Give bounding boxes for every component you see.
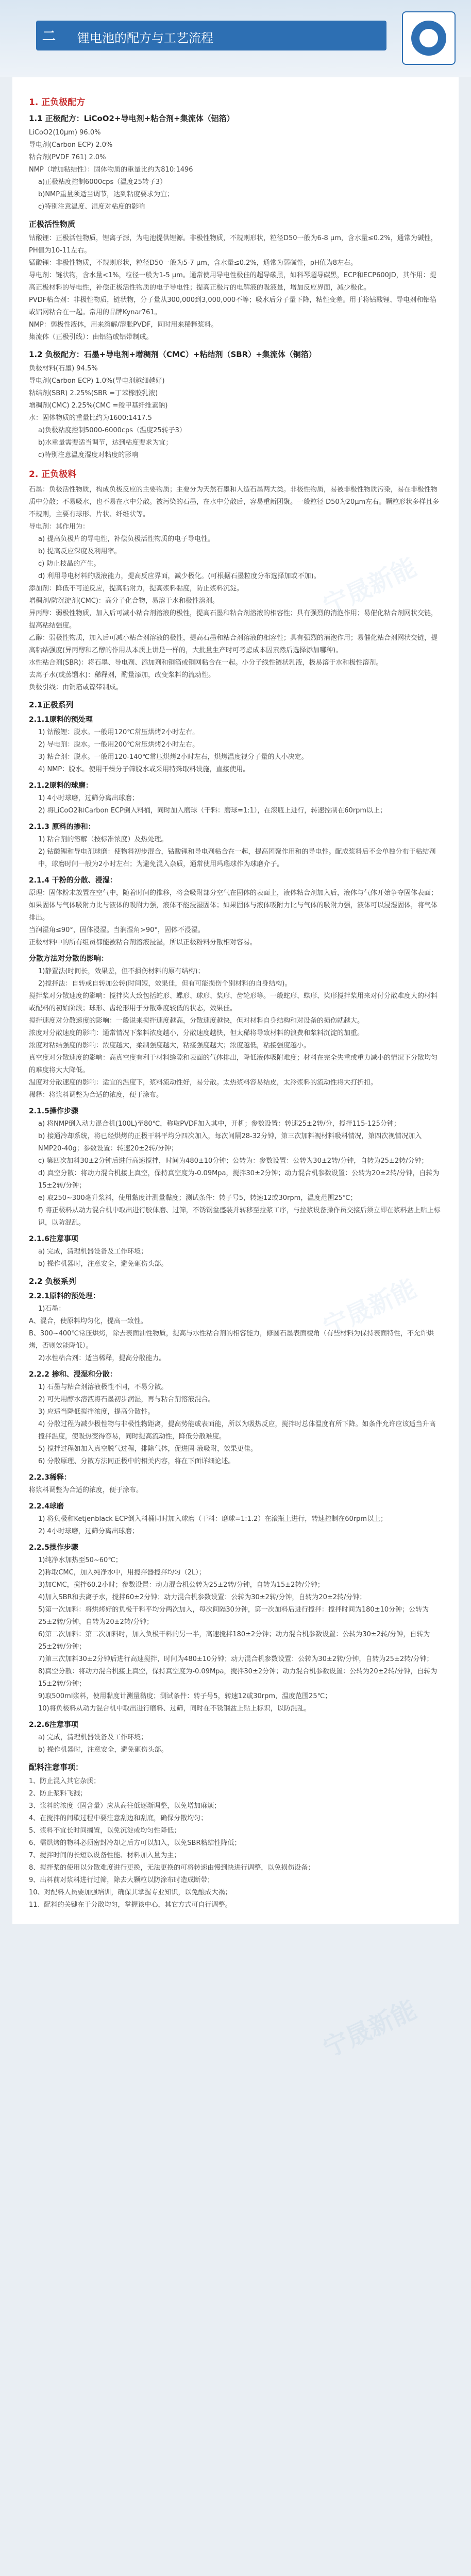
paragraph: 浓度对分散速度的影响：通常情况下浆料浓度越小，分散速度越快，但太稀将导致材料的浪费和浆料沉淀的加重。 — [29, 1029, 364, 1037]
paragraph: 水：固体物质的重量比约为1600:1417.5 — [29, 414, 152, 422]
paragraph: 去离子水(或蒸馏水)：稀释剂，酌量添加，改变浆料的流动性。 — [29, 671, 215, 679]
paragraph: 导电剂(Carbon ECP) 1.0%(导电剂越细越好) — [29, 377, 165, 385]
paragraph: 3) 粘合剂：脱水。一般用120-140℃常压烘烤2小时左右，烘烤温度视分子量的大小决定。 — [38, 753, 308, 761]
paragraph: 1)石墨： — [38, 1305, 65, 1313]
paragraph: b)水重量需要适当调节，达到粘度要求为宜； — [38, 439, 173, 447]
paragraph: 真空度对分散速度的影响：高真空度有利于材料缝隙和表面的气体排出，降低液体吸附难度；材料在完全失重或重力减小的情况下分散均匀的难度将大大降低。 — [29, 1054, 438, 1074]
subsection-heading: 配料注意事项： — [29, 1762, 83, 1772]
paragraph: 6)第二次加料：第二次加料时，加入负极干料的另一半，高速搅拌180±2分钟；动力混合机参数设置：公转为30±2转/分钟，自转为25±2转/分钟； — [38, 1631, 430, 1651]
paragraph: 原理：固体粉末放置在空气中，随着时间的推移，将会吸附部分空气在固体的表面上，液体粘合剂加入后，液体与气体开始争夺固体表面；如果固体与气体吸附力比与液体的吸附力强，液体不能浸湿固体；如果固体与液体吸附力比与气体的吸附力强，液体可以浸湿固体，将气体排出。 — [29, 889, 438, 922]
paragraph: 4) 分散过程为减少极性物与非极性物距离，提高势能或表面能，所以为吸热反应，搅拌时总体温度有所下降。如条件允许应该适当升高搅拌温度，使吸热变得容易，同时提高流动性，降低分散难度。 — [38, 1420, 436, 1440]
step-heading: 分散方法对分散的影响： — [29, 955, 108, 963]
article-body — [12, 77, 459, 1924]
paragraph: 负极引线：由铜箔或镍带制成。 — [29, 684, 123, 691]
paragraph: 2) 钴酸锂和导电剂球磨：使物料初步混合，钴酸锂和导电剂粘合在一起，提高团聚作用和的导电性。配成浆料后不会单独分布于粘结剂中，球磨时间一般为2小时左右；为避免混入杂质，通常使用玛瑙球作为球磨介子。 — [38, 848, 436, 868]
paragraph: a) 完成，清理机器设备及工作环境； — [38, 1734, 148, 1741]
paragraph: 5) 搅拌过程如加入真空脱气过程，排除气体，促进固-液吸附，效果更佳。 — [38, 1445, 258, 1453]
step-heading: 2.2.1原料的预处理： — [29, 1292, 100, 1300]
paragraph: a) 提高负极片的导电性，补偿负极活性物质的电子导电性。 — [38, 535, 215, 543]
paragraph: 稀释：将浆料调整为合适的浓度，便于涂布。 — [29, 1091, 163, 1099]
paragraph: 1) 粘合剂的溶解（按标准浓度）及热处理。 — [38, 836, 168, 843]
paragraph: f) 将正极料从动力混合机中取出进行胶体磨、过筛，不锈钢盆盛装并转移至拉浆工序，与拉浆设备操作员交接后须立即在浆料盆上贴上标识，以防混乱。 — [38, 1207, 441, 1227]
paragraph: 添加剂：降低不可逆反应，提高粘附力，提高浆料黏度，防止浆料沉淀。 — [29, 585, 244, 592]
paragraph: 4)加入SBR和去离子水，搅拌60±2分钟；动力混合机参数设置：公转为30±2转/分钟，自转为20±2转/分钟； — [38, 1594, 366, 1601]
paragraph: 负极材料(石墨) 94.5% — [29, 365, 98, 372]
paragraph: 2)称取CMC，加入纯净水中，用搅拌器搅拌均匀（2L）； — [38, 1569, 206, 1577]
step-heading: 2.1.4 干粉的分散、浸湿： — [29, 876, 117, 885]
paragraph: 2) 可先用醇水溶液将石墨初步润湿，再与粘合剂溶液混合。 — [38, 1396, 215, 1403]
paragraph: 增稠剂/防沉淀剂(CMC)：高分子化合物，易溶于水和极性溶剂。 — [29, 597, 219, 605]
paragraph: 增稠剂(CMC) 2.25%(CMC =羧甲基纤维素钠) — [29, 402, 168, 410]
paragraph: 5、浆料不宜长时间搁置，以免沉淀或均匀性降低； — [29, 1827, 181, 1835]
section-heading: 1. 正负极配方 — [29, 97, 86, 108]
paragraph: 5)第一次加料：将烘烤好的负极干料平均分两次加入，每次间隔30分钟，第一次加料后进行搅拌：搅拌时间为180±10分钟；公转为25±2转/分钟，自转为20±2转/分钟； — [38, 1606, 429, 1626]
subsection-heading: 2.1正极系列 — [29, 700, 74, 709]
paragraph: 9、出料前对浆料进行过筛，除去大颗粒以防涂布时造成断带； — [29, 1876, 214, 1884]
paragraph: d) 真空分散：将动力混合机接上真空，保持真空度为-0.09Mpa，搅拌30±2分钟；动力混合机参数设置：公转为20±2转/分钟，自转为15±2转/分钟； — [38, 1170, 440, 1190]
paragraph: 粘合剂(PVDF 761) 2.0% — [29, 154, 106, 161]
paragraph: 导电剂：链状物，含水量<1%，粒径一般为1-5 μm。通常使用导电性极佳的超导碳黑，如科琴超导碳黑，ECP和ECP600JD，其作用：提高正极材料的导电性，补偿正极活性物质的电子导电性；提高正极片的电解液的吸液量，增加反应界面，减少极化。 — [29, 272, 436, 292]
paragraph: 钴酸锂：正极活性物质，锂离子源，为电池提供锂源。非极性物质，不规则形状，粒径D50一般为6-8 μm，含水量≤0.2%，通常为碱性，PH值为10-11左右。 — [29, 234, 438, 255]
paragraph: 集流体（正极引线）：由铝箔或铝带制成。 — [29, 333, 153, 341]
paragraph: NMP（增加粘结性）：固体物质的重量比约为810:1496 — [29, 166, 193, 174]
paragraph: 1) 将负极和Ketjenblack ECP倒入料桶同时加入球磨（干料：磨球=1:1.2）在滚瓶上进行，转速控制在60rpm以上； — [38, 1515, 388, 1523]
paragraph: 4、在搅拌的间歇过程中要注意刮边和刮底，确保分散均匀； — [29, 1815, 208, 1822]
paragraph: 6) 分散原理、分散方法同正极中的相关内容，将在下面详细论述。 — [38, 1458, 235, 1465]
paragraph: 导电剂(Carbon ECP) 2.0% — [29, 141, 113, 149]
paragraph: 1) 石墨与粘合剂溶液极性不同，不易分散。 — [38, 1383, 168, 1391]
paragraph: 3)加CMC，搅拌60.2小时；参数设置：动力混合机公转为25±2转/分钟，自转为15±2转/分钟； — [38, 1581, 324, 1589]
paragraph: c)特别注意温度湿度对粘度的影响 — [38, 451, 139, 459]
step-heading: 2.2.2 掺和、浸湿和分散： — [29, 1370, 117, 1379]
paragraph: 2) 将LiCoO2和Carbon ECP倒入料桶，同时加入磨球（干料：磨球=1:1），在滚瓶上进行，转速控制在60rpm以上； — [38, 807, 387, 815]
paragraph: c)特别注意温度、湿度对粘度的影响 — [38, 203, 145, 211]
section-number: 二 — [42, 29, 56, 44]
paragraph: 搅拌桨对分散速度的影响：搅拌桨大致包括蛇形、蝶形、球形、桨形、齿轮形等。一般蛇形、蝶形、桨形搅拌桨用来对付分散难度大的材料或配料的初始阶段；球形、齿轮形用于分散难度较低的状态，效果佳。 — [29, 992, 438, 1012]
step-heading: 2.1.6注意事项 — [29, 1235, 78, 1243]
step-heading: 2.1.5操作步骤 — [29, 1107, 78, 1115]
paragraph: 8)真空分散：将动力混合机接上真空，保持真空度为-0.09Mpa，搅拌30±2分钟；动力混合机参数设置：公转为20±2转/分钟，自转为15±2转/分钟； — [38, 1668, 438, 1688]
paragraph: 8、搅拌桨的使用以分散难度进行更换，无法更换的可将转速由慢到快进行调整，以免损伤设备； — [29, 1864, 315, 1872]
paragraph: 正极材料中的所有组员都能被粘合剂溶液浸湿，所以正极粉料分散相对容易。 — [29, 939, 257, 946]
step-heading: 2.2.3稀释： — [29, 1473, 71, 1482]
step-heading: 2.2.6注意事项 — [29, 1721, 78, 1729]
paragraph: LiCoO2(10μm) 96.0% — [29, 129, 101, 137]
paragraph: 2) 4小时球磨，过筛分离出球磨； — [38, 1528, 139, 1535]
paragraph: 乙醇：弱极性物质，加入后可减小粘合剂溶液的极性，提高石墨和粘合剂溶液的相容性；具有强烈的消泡作用；易催化粘合剂网状交链，提高粘结强度(异丙醇和乙醇的作用从本质上讲是一样的，大批量生产时可考虑成本因素然后选择添加哪种)。 — [29, 634, 438, 654]
paragraph: 异丙醇：弱极性物质，加入后可减小粘合剂溶液的极性，提高石墨和粘合剂溶液的相容性；具有强烈的消泡作用；易催化粘合剂网状交链，提高粘结强度。 — [29, 609, 438, 630]
step-heading: 2.1.3 原料的掺和： — [29, 823, 95, 831]
paragraph: NMP：弱极性液体，用来溶解/溶胀PVDF，同时用来稀释浆料。 — [29, 321, 218, 329]
paragraph: 当润湿角≤90°，固体浸湿。当润湿角>90°，固体不浸湿。 — [29, 926, 205, 934]
paragraph: 10)将负极料从动力混合机中取出进行磨料、过筛，同时在不锈钢盆上贴上标识，以防混乱。 — [38, 1705, 311, 1713]
paragraph: a) 完成，清理机器设备及工作环境； — [38, 1248, 148, 1256]
paragraph: 锰酸锂：非极性物质，不规则形状，粒径D50一般为5-7 μm，含水量≤0.2%，通常为弱碱性，pH值为8左右。 — [29, 259, 358, 267]
paragraph: B、300~400℃常压烘烤，除去表面油性物质，提高与水性粘合剂的相容能力，修圆石墨表面棱角（有些材料为保持表面特性，不允许烘烤，否则效能降低）。 — [29, 1330, 434, 1350]
paragraph: 3) 应适当降低搅拌浓度，提高分散性。 — [38, 1408, 155, 1416]
paragraph: 9)取500ml浆料，使用黏度计测量黏度；测试条件：转子号5，转速12或30rpm，温度范围25℃； — [38, 1692, 332, 1700]
section-heading: 2. 正负极料 — [29, 469, 77, 480]
logo-icon — [402, 11, 456, 65]
paragraph: 水性粘合剂(SBR)：将石墨、导电剂、添加剂和铜箔或铜网粘合在一起。小分子线性链状乳液，极易溶于水和极性溶剂。 — [29, 659, 383, 667]
subsection-heading: 2.2 负极系列 — [29, 1277, 76, 1286]
paragraph: 浓度对粘结强度的影响：浓度越大，柔制强度越大，粘接强度越大；浓度越低，粘接强度越小。 — [29, 1042, 311, 1049]
paragraph: b) 接通冷却系统，将已经烘烤的正极干料平均分四次加入，每次间隔28-32分钟，第三次加料视材料吸料情况，第四次视情况加入NMP20-40g；参数设置：转速20±2转/分钟； — [38, 1132, 422, 1153]
paragraph: a)正极粘度控制6000cps（温度25转子3） — [38, 178, 167, 186]
paragraph: 粘结剂(SBR) 2.25%(SBR =丁苯橡胶乳液) — [29, 389, 158, 397]
paragraph: b) 提高反应深度及利用率。 — [38, 548, 121, 555]
paragraph: a) 将NMP倒入动力混合机(100L)至80℃，称取PVDF加入其中，开机；参数设置：转速25±2转/分，搅拌115-125分钟； — [38, 1120, 400, 1128]
step-heading: 2.2.4球磨 — [29, 1502, 64, 1511]
paragraph: 将浆料调整为合适的浓度，便于涂布。 — [29, 1486, 143, 1494]
paragraph: 2)水性粘合剂：适当稀释，提高分散能力。 — [38, 1354, 166, 1362]
paragraph: 1) 钴酸锂：脱水。一般用120℃常压烘烤2小时左右。 — [38, 728, 199, 736]
paragraph: 导电剂：其作用为： — [29, 523, 90, 531]
step-heading: 2.2.5操作步骤 — [29, 1544, 78, 1552]
paragraph: 6、需烘烤的物料必须密封冷却之后方可以加入，以免SBR粘结性降低； — [29, 1839, 241, 1847]
paragraph: b) 操作机器时，注意安全，避免砸伤头部。 — [38, 1746, 168, 1754]
paragraph: 4) NMP：脱水。使用干燥分子筛脱水或采用特殊取料设施，直接使用。 — [38, 766, 250, 773]
paragraph: 1)静置法(时间长，效果差，但不损伤材料的原有结构)； — [38, 968, 205, 975]
paragraph: 2) 导电剂：脱水。一般用200℃常压烘烤2小时左右。 — [38, 741, 199, 749]
paragraph: 1)纯净水加热至50~60℃； — [38, 1556, 122, 1564]
paragraph: A、混合，使原料均匀化，提高一致性。 — [29, 1317, 147, 1325]
paragraph: PVDF粘合剂：非极性物质，链状物，分子量从300,000到3,000,000不等；吸水后分子量下降，粘性变差。用于将钴酸锂、导电剂和铝箔或铝网粘合在一起。常用的品牌Kynar761。 — [29, 296, 437, 316]
step-heading: 2.1.2原料的球磨： — [29, 782, 93, 790]
paragraph: b) 操作机器时，注意安全，避免砸伤头部。 — [38, 1260, 168, 1268]
paragraph: 3、浆料的浓度（固含量）应从高往低逐渐调整，以免增加麻烦； — [29, 1802, 221, 1810]
paragraph: 7、搅拌时间的长短以设备性能、材料加入量为主； — [29, 1852, 181, 1859]
paragraph: e) 取250~300毫升浆料，使用黏度计测量黏度；测试条件：转子号5，转速12或30rpm，温度范围25℃； — [38, 1194, 357, 1202]
paragraph: c) 第四次加料30±2分钟后进行高速搅拌，时间为480±10分钟；公转为：参数设置：公转为30±2转/分钟，自转为25±2转/分钟； — [38, 1157, 428, 1165]
paragraph: 石墨：负极活性物质，构成负极反应的主要物质；主要分为天然石墨和人造石墨两大类。非极性物质，易被非极性物质污染，易在非极性物质中分散；不易吸水，也不易在水中分散。被污染的石墨，在水中分散后，容易重新团聚。一般粒径 D50为20μm左右。颗粒形状多样且多不规则，主要有球形、片状、纤维状等。 — [29, 486, 440, 518]
subsection-heading: 1.1 正极配方：LiCoO2+导电剂+粘合剂+集流体（铝箔） — [29, 114, 234, 123]
watermark: 宁晟新能 — [319, 1995, 421, 2063]
subsection-heading: 1.2 负极配方：石墨+导电剂+增稠剂（CMC）+粘结剂（SBR）+集流体（铜箔） — [29, 350, 316, 359]
paragraph: 2)搅拌法：自转或自转加公转(时间短，效果佳，但有可能损伤个别材料的自身结构)。 — [38, 980, 292, 988]
paragraph: 7)第三次加料30±2分钟后进行高速搅拌，时间为480±10分钟；动力混合机参数设置：公转为30±2转/分钟，自转为25±2转/分钟； — [38, 1655, 433, 1663]
paragraph: b)NMP重量须适当调节，达到粘度要求为宜； — [38, 191, 174, 198]
header-banner — [0, 0, 471, 77]
paragraph: 温度对分散速度的影响：适宜的温度下，浆料流动性好，易分散。太热浆料容易结皮，太冷浆料的流动性将大打折扣。 — [29, 1079, 378, 1087]
paragraph: c) 防止枝晶的产生。 — [38, 560, 100, 568]
paragraph: 11、配料的关键在于分散均匀，掌握该中心，其它方式可自行调整。 — [29, 1901, 232, 1909]
paragraph: a)负极粘度控制5000-6000cps（温度25转子3） — [38, 427, 186, 434]
paragraph: 10、对配料人员要加强培训，确保其掌握专业知识，以免酿成大祸； — [29, 1889, 232, 1896]
paragraph: 搅拌速度对分散速度的影响：一般说来搅拌速度越高，分散速度越快，但对材料自身结构和对设备的损伤就越大。 — [29, 1017, 364, 1025]
paragraph: 2、防止浆料飞溅； — [29, 1790, 87, 1798]
paragraph: 1、防止混入其它杂质； — [29, 1777, 100, 1785]
paragraph: d) 利用导电材料的吸液能力，提高反应界面，减少极化。(可根据石墨粒度分布选择加或不加)。 — [38, 572, 321, 580]
page-title: 锂电池的配方与工艺流程 — [77, 31, 213, 45]
step-heading: 2.1.1原料的预处理 — [29, 716, 93, 724]
subsection-heading: 正极活性物质 — [29, 219, 76, 229]
paragraph: 1) 4小时球磨，过筛分离出球磨； — [38, 794, 139, 802]
